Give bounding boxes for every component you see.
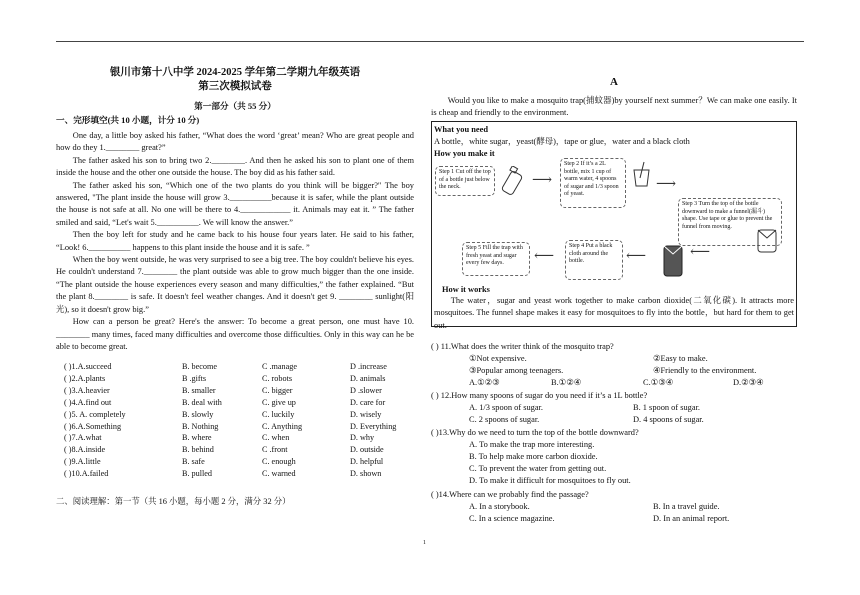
how-title: How you make it — [434, 149, 495, 158]
option-choice: B. become — [182, 362, 218, 371]
option-choice: ( )4.A.find out — [64, 397, 112, 407]
cloze-paragraph: The father asked his son, “Which one of the two plants do you think will be bigger?" The boy answered, "The plant inside the house will grow 3.__________because it is safer, while the plant outside the house is not safe at all. No one will be there to 4.____________ it. Animals may eat it. ” The father smiled and said, “Let's wait 5.__________. We will know the answer.” — [56, 180, 414, 227]
option-choice: B. safe — [182, 457, 205, 467]
option-choice: B. smaller — [182, 385, 216, 395]
option-choice: D. wisely — [350, 409, 382, 419]
option-choice: D. Everything — [350, 421, 397, 431]
works-title: How it works — [442, 285, 490, 294]
cloze-paragraph: How can a person be great? Here's the answer: To become a great person, one must have 10. ________ many times, faced many difficulties and overcome those difficulties. Only in this way can he be able to become great. — [56, 317, 414, 351]
option-row — [64, 397, 414, 409]
option-choice: D. outside — [350, 445, 384, 455]
passage-intro: Would you like to make a mosquito trap(捕蚊器)by yourself next summer？We can make one easily. It is cheap and friendly to the environment. — [431, 96, 797, 118]
option-choice: B. where — [182, 433, 212, 443]
option-choice: B. slowly — [182, 409, 214, 419]
works-text: The water，sugar and yeast work together to make carbon dioxide(二氧化碳). It attracts more mosquitoes. The funnel shape makes it easy for mosquitoes to fly into the bottle，but hard for them to get out. — [434, 296, 794, 330]
cloze-paragraph: Then the boy left for study and he came back to his house four years later. He said to his father, “Look! 6.__________ happens to this plant inside the house and it is safe. ” — [56, 230, 414, 252]
cloze-paragraph: When the boy went outside, he was very surprised to see a big tree. The boy couldn't believe his eyes. He couldn't understand 7.________ the plant outside was able to grow much bigger than the one inside. “The plant outside the house experiences every season and many difficulties,” the father explained. “But the plant 8.________ is safe. It doesn't feel weather changes. And it doesn't get 9. ________ sunlight(阳光), so it doesn't grow big.” — [56, 255, 414, 314]
arrow-right-icon: ⟶ — [656, 177, 677, 192]
option-row — [64, 373, 414, 385]
bottle-cut-icon — [498, 166, 532, 196]
option-choice: C. give up — [262, 397, 296, 407]
option-choice: C. warned — [262, 469, 296, 479]
option-choice: C .manage — [262, 362, 298, 371]
option-choice: C .front — [262, 445, 288, 455]
step-3-box: Step 3 Turn the top of the bottle downward to make a funnel(漏斗) shape. Use tape or glue to prevent the funnel from moving. — [678, 198, 782, 246]
option-choice: B. pulled — [182, 469, 213, 479]
option-choice: D. why — [350, 433, 375, 443]
option-choice: D .increase — [350, 362, 387, 371]
option: ③Popular among teenagers. — [469, 366, 564, 375]
option-choice: D. helpful — [350, 457, 384, 467]
passage-letter: A — [610, 76, 618, 88]
option-choice: C. when — [262, 433, 290, 443]
need-title: What you need — [434, 125, 488, 134]
arrow-left-icon: ⟵ — [534, 249, 555, 264]
instruction-box — [431, 121, 797, 330]
option-choice: ( )3.A.heavier — [64, 385, 110, 395]
cloze-paragraph: The father asked his son to bring two 2.________. And then he asked his son to plant one of them inside the house and the other one outside the house. The boy did as his father said. — [56, 155, 414, 178]
funnel-bottle-icon — [752, 224, 782, 254]
arrow-left-icon: ⟵ — [690, 245, 711, 260]
question-14: ( )14.Where can we probably find the passage? — [431, 490, 589, 499]
option: B.①②④ — [551, 378, 582, 387]
option-choice: D. animals — [350, 373, 386, 383]
option: C. To prevent the water from getting out. — [469, 464, 607, 473]
option-row — [64, 385, 414, 397]
option-choice: C. robots — [262, 373, 293, 383]
question-12: ( ) 12.How many spoons of sugar do you need if it’s a 1L bottle? — [431, 391, 648, 400]
option: D. To make it difficult for mosquitoes to fly out. — [469, 476, 631, 485]
step-2-box: Step 2 If it’s a 2L bottle, mix 1 cup of warm water, 4 spoons of sugar and 1/3 spoon of yeast. — [560, 158, 626, 208]
option: D.②③④ — [733, 378, 764, 387]
option-choice: D. care for — [350, 397, 386, 407]
option: C. 2 spoons of sugar. — [469, 415, 540, 424]
option: D. In an animal report. — [653, 514, 730, 523]
question-13: ( )13.Why do we need to turn the top of the bottle downward? — [431, 428, 639, 437]
option-choice: C. enough — [262, 457, 296, 467]
option: ①Not expensive. — [469, 354, 527, 363]
option-choice: C. Anything — [262, 421, 303, 431]
option: ④Friendly to the environment. — [653, 366, 757, 375]
option-choice: B. Nothing — [182, 421, 219, 431]
option-choice: ( )8.A.inside — [64, 445, 106, 455]
option-choice: ( )9.A.little — [64, 457, 101, 467]
option: A. To make the trap more interesting. — [469, 440, 595, 449]
question-11: ( ) 11.What does the writer think of the mosquito trap? — [431, 342, 614, 351]
cloze-heading: 一、完形填空(共 10 小题，计分 10 分) — [56, 115, 200, 125]
arrow-right-icon: ⟶ — [532, 173, 553, 188]
exam-subtitle: 第三次模拟试卷 — [198, 81, 272, 92]
option-choice: C. bigger — [262, 385, 293, 395]
option-choice: ( )6.A.Something — [64, 421, 122, 431]
option-choice: ( )5. A. completely — [64, 409, 126, 419]
top-rule — [56, 41, 804, 42]
black-cloth-bottle-icon — [658, 240, 688, 278]
option: D. 4 spoons of sugar. — [633, 415, 704, 424]
need-text: A bottle，white sugar，yeast(酵母)，tape or glue，water and a black cloth — [434, 137, 690, 146]
option-row — [64, 432, 414, 444]
option-row — [64, 421, 414, 433]
reading-heading: 二、阅读理解：第一节（共 16 小题，每小题 2 分，满分 32 分） — [56, 497, 291, 506]
option-choice: B .gifts — [182, 373, 207, 383]
option-choice: ( )2.A.plants — [64, 373, 106, 383]
option: B. In a travel guide. — [653, 502, 720, 511]
option: B. 1 spoon of sugar. — [633, 403, 700, 412]
option: A. In a storybook. — [469, 502, 530, 511]
option-choice: ( )7.A.what — [64, 433, 102, 443]
option-row — [64, 468, 414, 480]
option: ②Easy to make. — [653, 354, 708, 363]
option-choice: D. shown — [350, 469, 382, 479]
option: C. In a science magazine. — [469, 514, 555, 523]
option-choice: D .slower — [350, 385, 382, 395]
part-heading: 第一部分（共 55 分） — [194, 101, 276, 111]
step-4-box: Step 4 Put a black cloth around the bottle. — [565, 240, 623, 280]
option-row — [64, 444, 414, 456]
option-choice: ( )10.A.failed — [64, 469, 109, 479]
option: C.①③④ — [643, 378, 674, 387]
option-row — [64, 456, 414, 468]
page-number: 1 — [423, 540, 426, 546]
step-1-box: Step 1 Cut off the top of a bottle just below the neck. — [435, 166, 495, 196]
cloze-passage — [56, 130, 414, 353]
option-row — [64, 409, 414, 421]
option-choice: B. deal with — [182, 397, 222, 407]
arrow-left-icon: ⟵ — [626, 249, 647, 264]
cup-spoon-icon — [629, 160, 655, 188]
option-choice: B. behind — [182, 445, 214, 455]
step-5-box: Step 5 Fill the trap with fresh yeast and sugar every few days. — [462, 242, 530, 276]
cloze-paragraph: One day, a little boy asked his father, “What does the word ‘great’ mean? Who are great people and how do they 1.________ great?” — [56, 131, 414, 153]
option-row — [64, 361, 414, 373]
option-choice: C. luckily — [262, 409, 295, 419]
option-choice: ( )1.A.succeed — [64, 362, 112, 371]
option: A. 1/3 spoon of sugar. — [469, 403, 543, 412]
option: A.①②③ — [469, 378, 500, 387]
option: B. To help make more carbon dioxide. — [469, 452, 598, 461]
exam-title: 银川市第十八中学 2024-2025 学年第二学期九年级英语 — [109, 67, 361, 78]
